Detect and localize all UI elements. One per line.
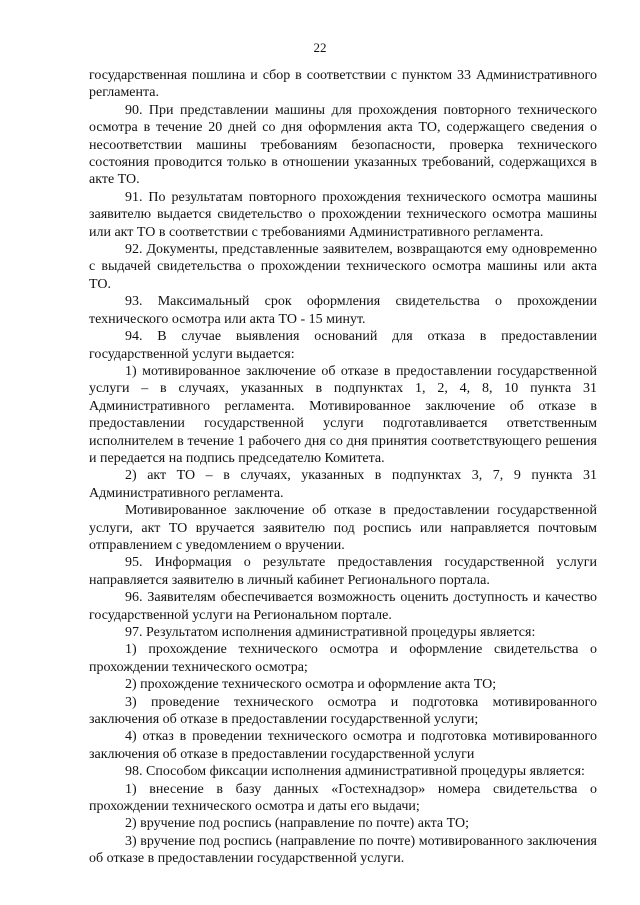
paragraph-item-91: 91. По результатам повторного прохождения технического осмотра машины заявителю выдается свидетельство о прохождении технического осмотра машины или акт ТО в соответствии с требованиями Административного регламента. xyxy=(89,189,597,240)
paragraph-item-95: 95. Информация о результате предоставления государственной услуги направляется заявителю в личный кабинет Регионального портала. xyxy=(89,555,597,588)
paragraph-item-97-3: 3) проведение технического осмотра и подготовка мотивированного заключения об отказе в предоставлении государственной услуги; xyxy=(89,694,597,728)
paragraph-item-92: 92. Документы, представленные заявителем, возвращаются ему одновременно с выдачей свидетельства о прохождении технического осмотра машины или акта ТО. xyxy=(89,242,597,292)
paragraph-item-96: 96. Заявителям обеспечивается возможность оценить доступность и качество государственной услуги на Региональном портале. xyxy=(89,590,597,623)
paragraph-item-97-1: 1) прохождение технического осмотра и оформление свидетельства о прохождении технического осмотра; xyxy=(89,642,597,675)
paragraph-item-94-1: 1) мотивированное заключение об отказе в предоставлении государственной услуги – в случаях, указанных в подпунктах 1, 2, 4, 8, 10 пункта 31 Административного регламента. Мотивированное заключение об отказе в предоставлении государственной услуги подготавливается ответственным исполнителем в течение 1 рабочего дня со дня принятия соответствующего решения и передается на подпись председателю Комитета. xyxy=(89,363,597,466)
paragraph-continuation: государственная пошлина и сбор в соответствии с пунктом 33 Административного регламента. xyxy=(89,68,597,101)
document-body xyxy=(89,67,597,868)
paragraph-item-98-2: 2) вручение под роспись (направление по почте) акта ТО; xyxy=(125,816,469,832)
paragraph-item-97-4: 4) отказ в проведении технического осмотра и подготовка мотивированного заключения об отказе в предоставлении государственной услуги xyxy=(89,729,597,762)
paragraph-item-97-2: 2) прохождение технического осмотра и оформление акта ТО; xyxy=(125,677,497,693)
paragraph-item-98-3: 3) вручение под роспись (направление по почте) мотивированного заключения об отказе в предоставлении государственной услуги. xyxy=(89,833,597,867)
paragraph-item-93: 93. Максимальный срок оформления свидетельства о прохождении технического осмотра или акта ТО - 15 минут. xyxy=(89,294,597,327)
paragraph-item-94: 94. В случае выявления оснований для отказа в предоставлении государственной услуги выдается: xyxy=(89,329,597,362)
paragraph-item-98-1: 1) внесение в базу данных «Гостехнадзор» номера свидетельства о прохождении технического осмотра и даты его выдачи; xyxy=(89,781,597,815)
page-number: 22 xyxy=(313,40,327,55)
paragraph-item-98: 98. Способом фиксации исполнения административной процедуры является: xyxy=(125,764,585,780)
paragraph-note: Мотивированное заключение об отказе в предоставлении государственной услуги, акт ТО вручается заявителю под роспись или направляется почтовым отправлением с уведомлением о вручении. xyxy=(89,503,597,553)
paragraph-item-94-2: 2) акт ТО – в случаях, указанных в подпунктах 3, 7, 9 пункта 31 Административного регламента. xyxy=(89,468,597,501)
paragraph-item-97: 97. Результатом исполнения административной процедуры является: xyxy=(125,625,536,640)
paragraph-item-90: 90. При представлении машины для прохождения повторного технического осмотра в течение 20 дней со дня оформления акта ТО, содержащего сведения о несоответствии машины требованиям безопасности, проверка технического состояния проводится только в отношении указанных требований, содержащихся в акте ТО. xyxy=(89,102,597,188)
